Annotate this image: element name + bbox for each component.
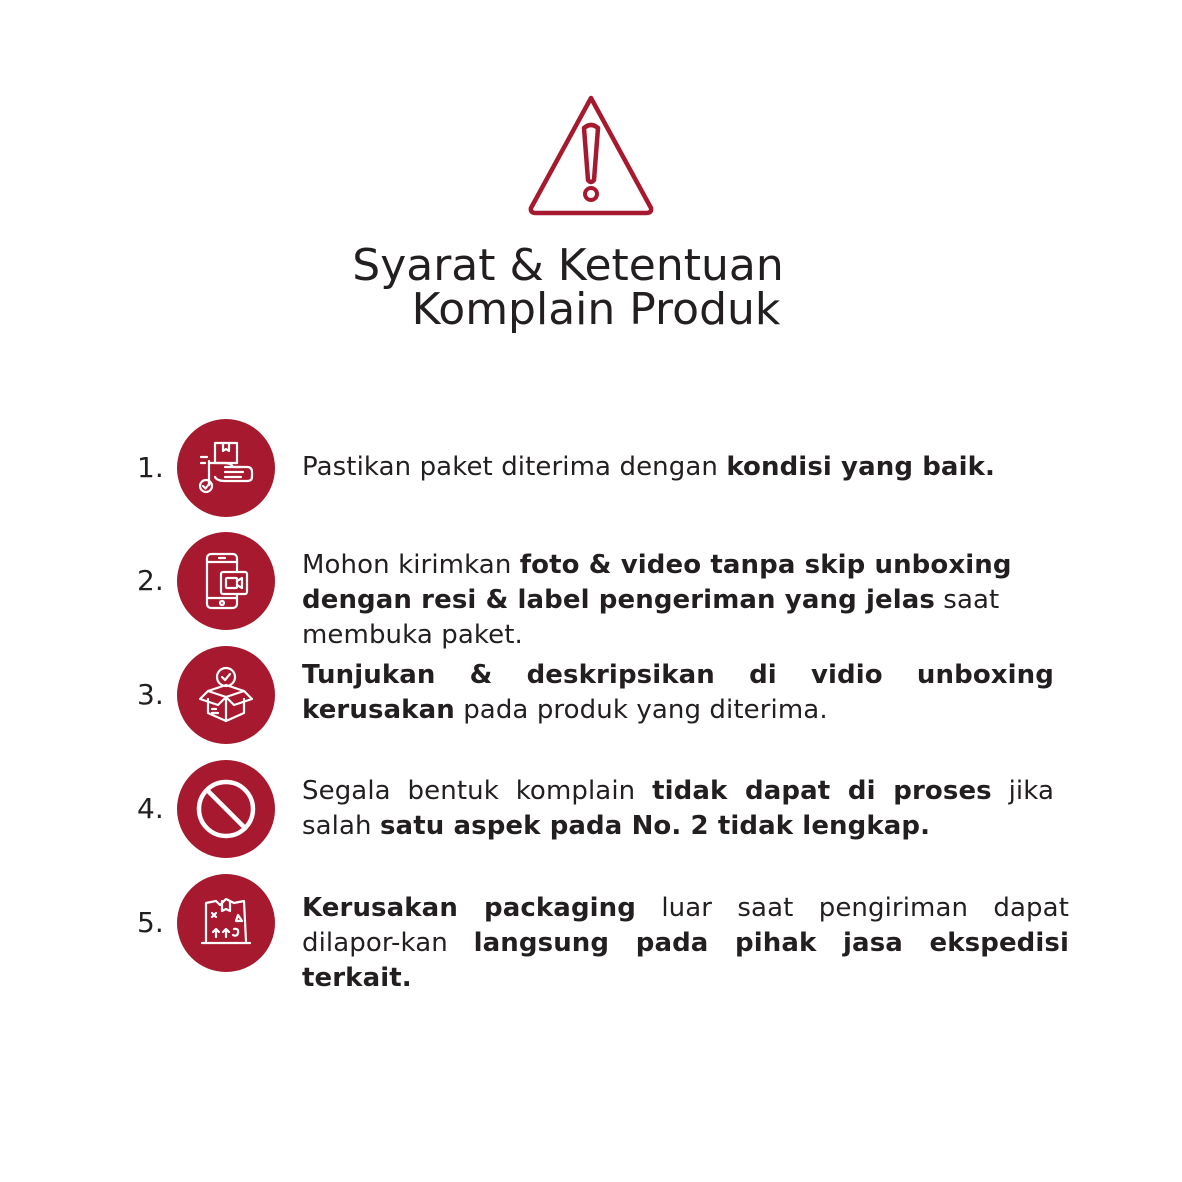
warning-triangle-icon xyxy=(525,92,657,218)
package-received-hand-icon xyxy=(177,419,275,517)
list-item-1 xyxy=(0,419,1182,519)
item-number: 2. xyxy=(137,564,164,597)
phone-video-icon xyxy=(177,532,275,630)
item-text: Tunjukan & deskripsikan di vidio unboxing kerusakan pada produk yang diterima. xyxy=(302,660,1054,725)
open-box-check-icon xyxy=(177,646,275,744)
item-text: Kerusakan packaging luar saat pengiriman dapat dilapor-kan langsung pada pihak jasa ekspedisi terkait. xyxy=(302,893,1069,993)
item-text: Pastikan paket diterima dengan kondisi yang baik. xyxy=(302,452,995,482)
list-item-4 xyxy=(0,760,1182,860)
damaged-package-icon xyxy=(177,874,275,972)
page-title-line1: Syarat & Ketentuan xyxy=(352,240,784,291)
list-item-3 xyxy=(0,646,1182,746)
page-title-line2: Komplain Produk xyxy=(411,284,781,335)
item-number: 1. xyxy=(137,451,164,484)
item-text: Mohon kirimkan foto & video tanpa skip unboxing dengan resi & label pengeriman yang jelas saat membuka paket. xyxy=(302,550,1012,650)
list-item-2 xyxy=(0,532,1182,650)
list-item-5 xyxy=(0,874,1182,993)
item-text: Segala bentuk komplain tidak dapat di proses jika salah satu aspek pada No. 2 tidak lengkap. xyxy=(302,776,1054,841)
item-number: 3. xyxy=(137,678,164,711)
prohibited-icon xyxy=(177,760,275,858)
item-number: 5. xyxy=(137,906,164,939)
item-number: 4. xyxy=(137,792,164,825)
